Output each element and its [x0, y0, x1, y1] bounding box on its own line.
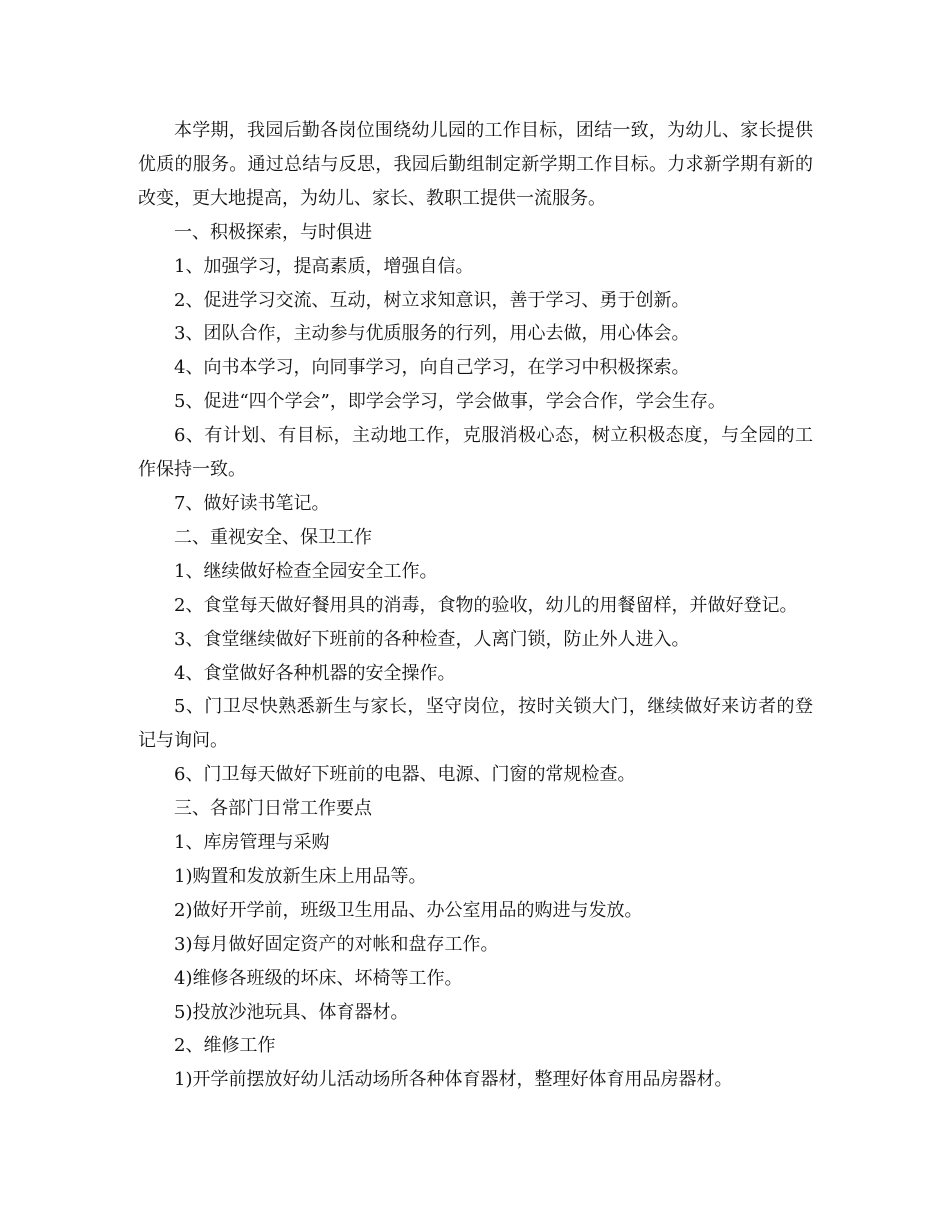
section-heading: 三、各部门日常工作要点 — [174, 798, 372, 820]
list-item: 4、食堂做好各种机器的安全操作。 — [174, 662, 456, 684]
list-item: 1)购置和发放新生床上用品等。 — [174, 865, 427, 887]
list-item: 5)投放沙池玩具、体育器材。 — [174, 1001, 409, 1023]
intro-paragraph: 本学期，我园后勤各岗位围绕幼儿园的工作目标，团结一致，为幼儿、家长提供优质的服务。通过总结与反思，我园后勤组制定新学期工作目标。力求新学期有新的改变，更大地提高，为幼儿、家长、教职工提供一流服务。 — [138, 120, 813, 209]
list-item: 4)维修各班级的坏床、坏椅等工作。 — [174, 967, 463, 989]
list-item: 2)做好开学前，班级卫生用品、办公室用品的购进与发放。 — [174, 899, 643, 921]
list-item: 1、继续做好检查全园安全工作。 — [174, 560, 438, 582]
list-item: 3、团队合作，主动参与优质服务的行列，用心去做，用心体会。 — [174, 323, 690, 345]
list-item: 5、门卫尽快熟悉新生与家长，坚守岗位，按时关锁大门，继续做好来访者的登记与询问。 — [138, 696, 813, 752]
list-item: 3、食堂继续做好下班前的各种检查，人离门锁，防止外人进入。 — [174, 628, 690, 650]
list-item: 6、有计划、有目标，主动地工作，克服消极心态，树立积极态度，与全园的工作保持一致。 — [138, 425, 813, 481]
subsection-heading: 1、库房管理与采购 — [174, 832, 330, 854]
list-item: 2、食堂每天做好餐用具的消毒，食物的验收，幼儿的用餐留样，并做好登记。 — [174, 594, 798, 616]
list-item: 4、向书本学习，向同事学习，向自己学习，在学习中积极探索。 — [174, 357, 690, 379]
subsection-heading: 2、维修工作 — [174, 1035, 276, 1057]
list-item: 1)开学前摆放好幼儿活动场所各种体育器材，整理好体育用品房器材。 — [174, 1069, 733, 1091]
section-heading: 二、重视安全、保卫工作 — [174, 526, 372, 548]
list-item: 1、加强学习，提高素质，增强自信。 — [174, 255, 474, 277]
list-item: 3)每月做好固定资产的对帐和盘存工作。 — [174, 933, 499, 955]
list-item: 7、做好读书笔记。 — [174, 492, 330, 514]
section-heading: 一、积极探索，与时俱进 — [174, 221, 372, 243]
list-item: 6、门卫每天做好下班前的电器、电源、门窗的常规检查。 — [174, 764, 636, 786]
document-body — [138, 114, 813, 1097]
list-item: 5、促进“四个学会”，即学会学习，学会做事，学会合作，学会生存。 — [174, 391, 726, 413]
list-item: 2、促进学习交流、互动，树立求知意识，善于学习、勇于创新。 — [174, 289, 690, 311]
